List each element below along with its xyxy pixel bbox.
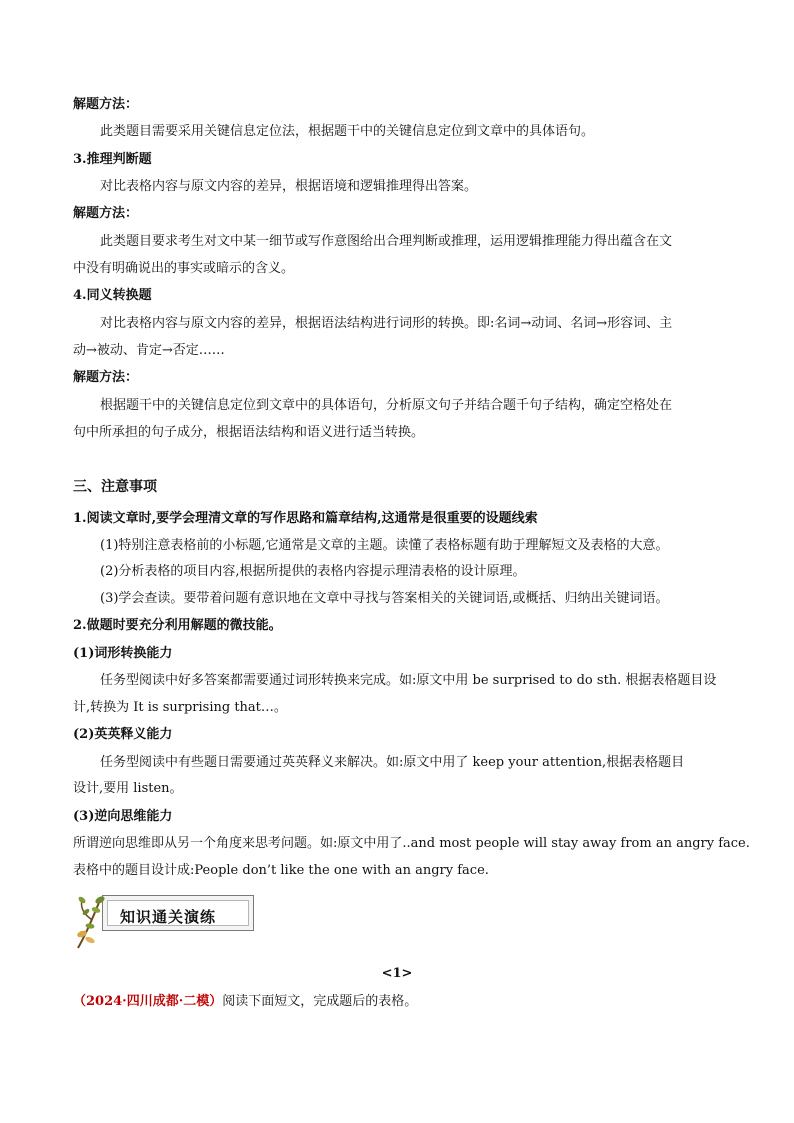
section-heading-synonym: 4.同义转换题	[73, 288, 152, 303]
paragraph: 任务型阅读中有些题日需要通过英英释义来解决。如:原文中用了 keep your attention,根据表格题目	[100, 755, 685, 770]
paragraph: 对比表格内容与原文内容的差异，根据语境和逻辑推理得出答案。	[100, 179, 478, 194]
note-item: (2)分析表格的项目内容,根据所提供的表格内容提示理清表格的设计原理。	[100, 564, 526, 579]
note-item: (3)学会查读。要带着问题有意识地在文章中寻找与答案相关的关键词语,或概括、归纳出关键词语。	[100, 591, 669, 606]
note-heading-2: 2.做题时要充分利用解题的微技能。	[73, 618, 282, 633]
skill-heading-reverse-thinking: (3)逆向思维能力	[73, 809, 173, 824]
plant-icon	[72, 890, 122, 952]
paragraph-continuation: 中没有明确说出的事实或暗示的含义。	[73, 261, 295, 276]
section-heading-inference: 3.推理判断题	[73, 152, 152, 167]
banner-frame	[102, 895, 254, 931]
paragraph: 此类题目需要采用关键信息定位法，根据题干中的关键信息定位到文章中的具体语句。	[100, 124, 595, 139]
paragraph: 此类题目要求考生对文中某一细节或写作意图给出合理判断或推理，运用逻辑推理能力得出蕴含在文	[100, 234, 673, 249]
paragraph-continuation: 设计,要用 listen。	[73, 781, 183, 796]
paragraph: 对比表格内容与原文内容的差异，根据语法结构进行词形的转换。即:名词→动词、名词→形容词、主	[100, 316, 673, 331]
exercise-instruction: 阅读下面短文，完成题后的表格。	[222, 994, 418, 1009]
notes-section-title: 三、注意事项	[73, 479, 157, 495]
paragraph: 任务型阅读中好多答案都需要通过词形转换来完成。如:原文中用 be surprised to do sth. 根据表格题目设	[100, 673, 717, 688]
exercise-intro	[73, 993, 417, 1011]
paragraph-continuation: 句中所承担的句子成分，根据语法结构和语义进行适当转换。	[73, 425, 425, 440]
note-heading-1: 1.阅读文章时,要学会理清文章的写作思路和篇章结构,这通常是很重要的设题线索	[73, 511, 538, 526]
practice-banner	[72, 890, 262, 950]
paragraph: 表格中的题目设计成:People don’t like the one with an angry face.	[73, 863, 489, 878]
paragraph: 所谓逆向思维即从另一个角度来思考问题。如:原文中用了..and most people will stay away from an angry face.	[73, 836, 750, 851]
skill-heading-definition: (2)英英释义能力	[73, 727, 173, 742]
note-item: (1)特别注意表格前的小标题,它通常是文章的主题。读懂了表格标题有助于理解短文及表格的大意。	[100, 538, 669, 553]
solution-method-heading-3: 解题方法：	[73, 370, 139, 385]
solution-method-heading-2: 解题方法：	[73, 206, 139, 221]
paragraph-continuation: 动→被动、肯定→否定……	[73, 343, 225, 358]
banner-label: 知识通关演练	[120, 908, 217, 926]
solution-method-heading-1: 解题方法：	[73, 97, 139, 112]
paragraph: 根据题干中的关键信息定位到文章中的具体语句，分析原文句子并结合题千句子结构，确定空格处在	[100, 398, 673, 413]
skill-heading-word-form: (1)词形转换能力	[73, 646, 173, 661]
exercise-source: （2024·四川成都·二模）	[73, 994, 223, 1009]
paragraph-continuation: 计,转换为 It is surprising that…。	[73, 700, 287, 715]
exercise-number: <1>	[381, 966, 413, 981]
